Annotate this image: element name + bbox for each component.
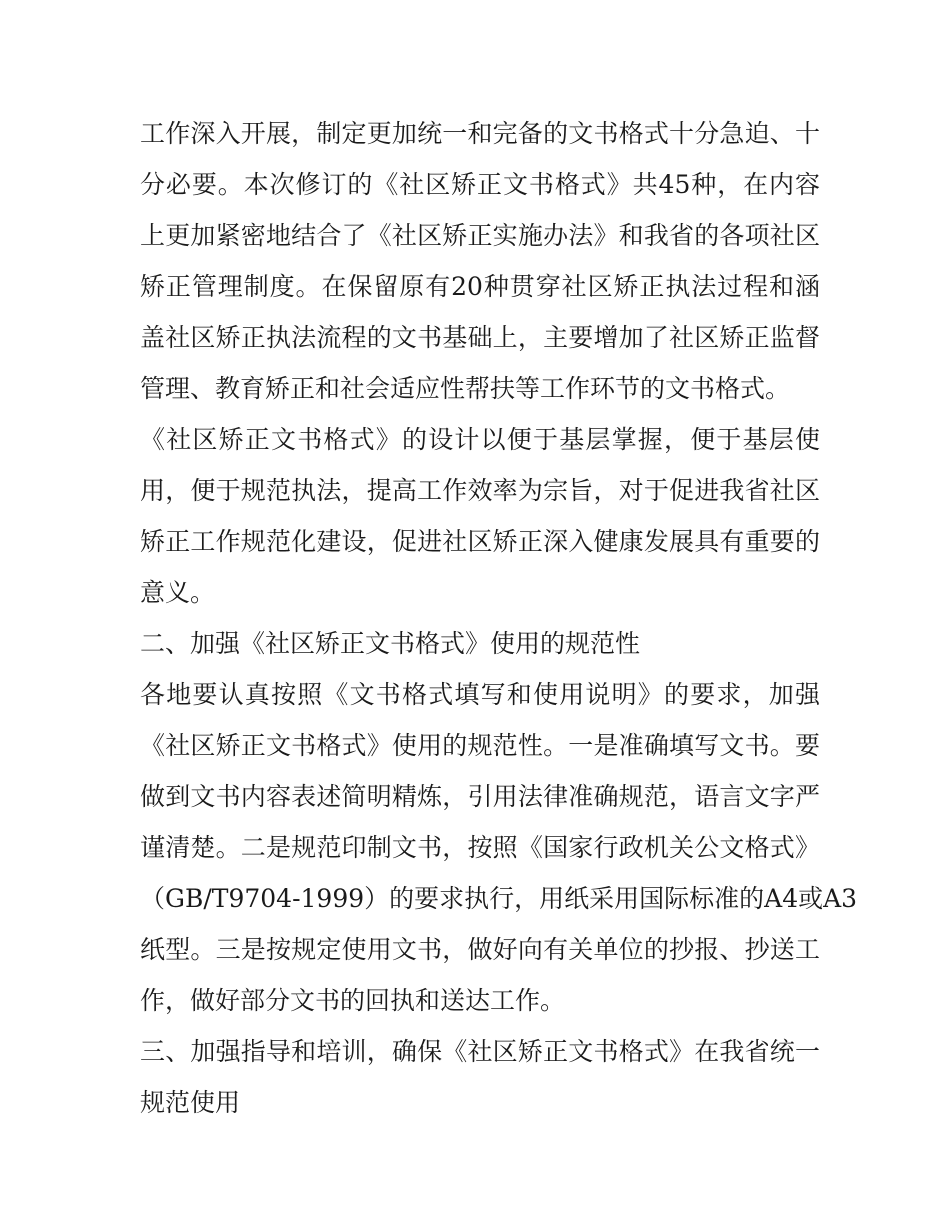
section-heading-3: 三、加强指导和培训，确保《社区矫正文书格式》在我省统一 — [140, 1037, 820, 1066]
text-line-4: 矫正管理制度。在保留原有20种贯穿社区矫正执法过程和涵 — [140, 272, 820, 301]
text-line-12: 各地要认真按照《文书格式填写和使用说明》的要求，加强 — [140, 680, 820, 709]
text-line-17: 纸型。三是按规定使用文书，做好向有关单位的抄报、抄送工 — [140, 935, 820, 964]
text-line-16: （GB/T9704-1999）的要求执行，用纸采用国际标准的A4或A3 — [140, 884, 858, 913]
text-line-18: 作，做好部分文书的回执和送达工作。 — [140, 986, 566, 1015]
section-heading-2: 二、加强《社区矫正文书格式》使用的规范性 — [140, 629, 641, 658]
text-line-2: 分必要。本次修订的《社区矫正文书格式》共45种，在内容 — [140, 170, 820, 199]
text-line-8: 用，便于规范执法，提高工作效率为宗旨，对于促进我省社区 — [140, 476, 820, 505]
text-line-14: 做到文书内容表述简明精炼，引用法律准确规范，语言文字严 — [140, 782, 820, 811]
text-line-6: 管理、教育矫正和社会适应性帮扶等工作环节的文书格式。 — [140, 374, 791, 403]
text-line-9: 矫正工作规范化建设，促进社区矫正深入健康发展具有重要的 — [140, 527, 820, 556]
text-line-10: 意义。 — [140, 578, 216, 607]
text-line-7: 《社区矫正文书格式》的设计以便于基层掌握，便于基层使 — [140, 425, 820, 454]
text-line-20: 规范使用 — [140, 1088, 241, 1117]
text-line-3: 上更加紧密地结合了《社区矫正实施办法》和我省的各项社区 — [140, 221, 820, 250]
text-line-1: 工作深入开展，制定更加统一和完备的文书格式十分急迫、十 — [140, 119, 820, 148]
text-line-13: 《社区矫正文书格式》使用的规范性。一是准确填写文书。要 — [140, 731, 820, 760]
document-body — [140, 108, 858, 1128]
text-line-5: 盖社区矫正执法流程的文书基础上，主要增加了社区矫正监督 — [140, 323, 820, 352]
text-line-15: 谨清楚。二是规范印制文书，按照《国家行政机关公文格式》 — [140, 833, 820, 862]
